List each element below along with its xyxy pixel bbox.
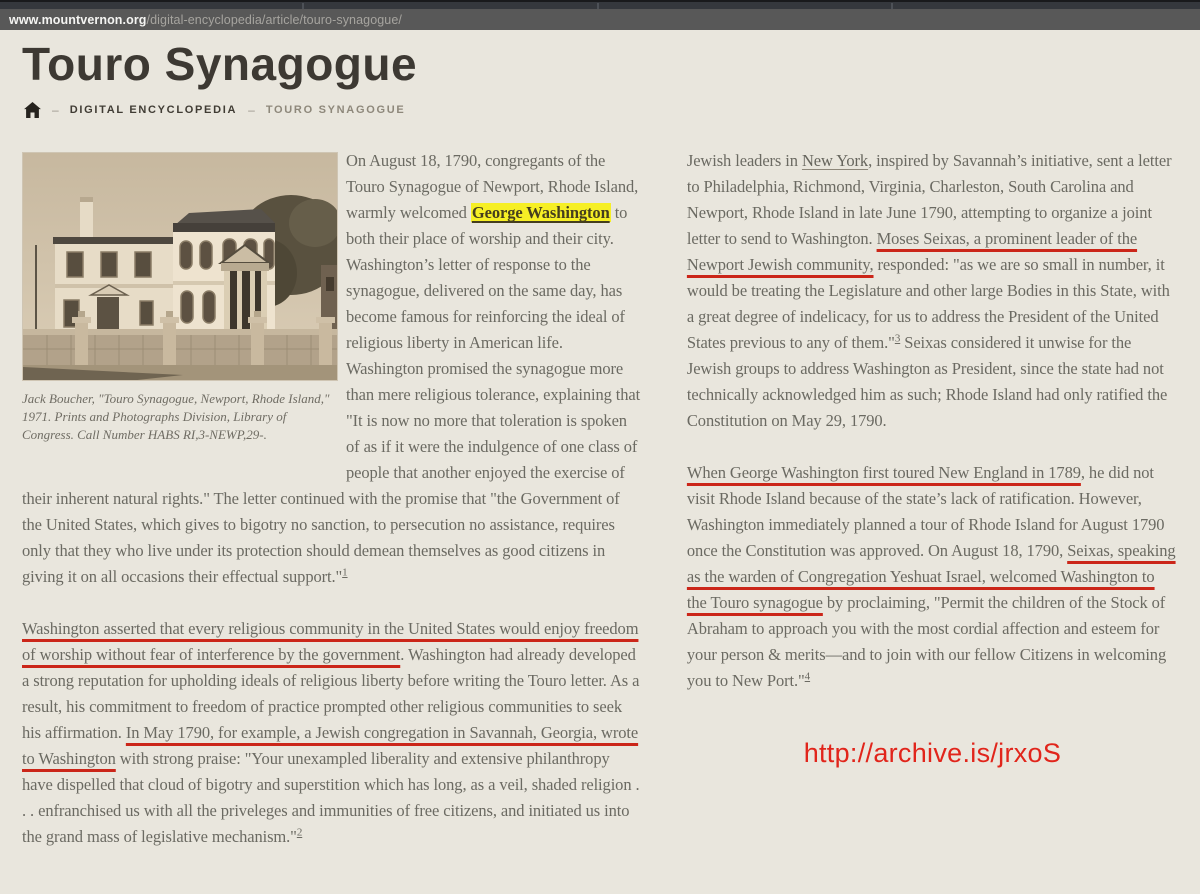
breadcrumb-separator: –	[52, 103, 59, 118]
archive-url-annotation: http://archive.is/jrxoS	[803, 738, 1062, 769]
text-run: . Washington had already developed a strong reputation for upholding ideals of religious liberty before writing the Touro letter. As a result, his commitment to freedom of practice prompted other religious communities to seek his affirmation.	[22, 645, 640, 743]
text-run: to both their place of worship and their city. Washington’s letter of response to the synagogue, delivered on the same day, has become famous for reinforcing the ideal of religious liberty in American life. Washington promised the synagogue more than mere religious tolerance, explaining that "It is now no more that toleration is spoken of as if it were the indulgence of one class of people that another enjoyed the exercise of their inherent natural rights." The letter continued with the promise that "the Government of the United States, which gives to bigotry no sanction, to persecution no assistance, requires only that they who live under its protection should demean themselves as good citizens in giving it on all occasions their effectual support."	[22, 203, 641, 587]
inline-link[interactable]: New York	[801, 151, 869, 171]
breadcrumb	[24, 102, 1178, 118]
red-underline-annotation: In May 1790, for example, a Jewish congregation in Savannah, Georgia, wrote to Washington	[22, 723, 639, 769]
footnote-ref[interactable]: 1	[342, 566, 348, 579]
text-run: responded: "as we are so small in number, it would be treating the Legislature and other large Bodies in this State, with a great degree of indelicacy, for us to address the President of the United States previous to any of them."	[686, 255, 1170, 353]
red-underline-annotation: Washington asserted that every religious community in the United States would enjoy freedom of worship without fear of interference by the government	[22, 619, 639, 665]
article-body	[22, 148, 1178, 876]
footnote-ref[interactable]: 2	[296, 826, 303, 839]
text-run: with strong praise: "Your unexampled liberality and extensive philanthropy have dispelled that cloud of bigotry and superstition which has long, as a veil, shaded religion . . . enfranchised us with all the priveleges and immunities of free citizens, and initiated us into the grand mass of legislative mechanism."	[22, 749, 640, 847]
tab-separator	[891, 3, 893, 9]
page-content	[0, 30, 1200, 876]
breadcrumb-digital-encyclopedia[interactable]: DIGITAL ENCYCLOPEDIA	[69, 104, 238, 117]
breadcrumb-current-page: TOURO SYNAGOGUE	[265, 104, 406, 117]
red-underline-annotation: Seixas, speaking as the warden of Congregation Yeshuat Israel, welcomed Washington to the Touro synagogue	[686, 541, 1176, 613]
text-run: Seixas considered it unwise for the Jewish groups to address Washington as President, since the state had not technically acknowledged him as such; Rhode Island had only ratified the Constitution on May 29, 1790.	[686, 333, 1168, 431]
red-underline-annotation: Moses Seixas, a prominent leader of the Newport Jewish community,	[686, 229, 1138, 275]
synagogue-photo	[22, 152, 338, 381]
url-domain: www.mountvernon.org	[9, 12, 147, 27]
red-underline-annotation: When George Washington first toured New England in 1789	[686, 463, 1081, 483]
text-run: On August 18, 1790, congregants of the Touro Synagogue of Newport, Rhode Island, warmly welcomed	[346, 151, 639, 223]
home-icon[interactable]	[24, 102, 41, 118]
article-column-left	[22, 148, 643, 876]
breadcrumb-separator: –	[248, 103, 255, 118]
figure-caption: Jack Boucher, "Touro Synagogue, Newport, Rhode Island," 1971. Prints and Photographs Division, Library of Congress. Call Number HABS RI,3-NEWP,29-.	[22, 391, 330, 443]
tab-separator	[302, 3, 304, 9]
footnote-ref[interactable]: 4	[804, 670, 811, 683]
page-title: Touro Synagogue	[22, 38, 418, 90]
text-run: Jewish leaders in	[686, 151, 802, 171]
text-run: by proclaiming, "Permit the children of the Stock of Abraham to approach you with the most cordial affection and esteem for your person & merits—and to join with our fellow Citizens in welcoming you to New Port."	[686, 593, 1167, 691]
browser-tab-strip	[0, 0, 1200, 9]
article-paragraph	[22, 616, 643, 850]
article-figure	[22, 152, 338, 444]
footnote-ref[interactable]: 3	[894, 332, 901, 345]
url-path: /digital-encyclopedia/article/touro-synagogue/	[146, 12, 402, 27]
highlighted-link[interactable]: George Washington	[471, 203, 610, 223]
browser-address-bar[interactable]	[0, 9, 1200, 30]
tab-separator	[597, 3, 599, 9]
article-paragraph	[687, 148, 1178, 434]
article-column-right	[687, 148, 1178, 876]
article-paragraph	[687, 460, 1178, 694]
text-run: , he did not visit Rhode Island because of the state’s lack of ratification. However, Washington immediately planned a tour of Rhode Island for August 1790 once the Constitution was approved. On August 18, 1790,	[686, 463, 1165, 561]
text-run: , inspired by Savannah’s initiative, sent a letter to Philadelphia, Richmond, Virginia, Charleston, South Carolina and Newport, Rhode Island in late June 1790, attempting to organize a joint letter to send to Washington.	[686, 151, 1172, 249]
